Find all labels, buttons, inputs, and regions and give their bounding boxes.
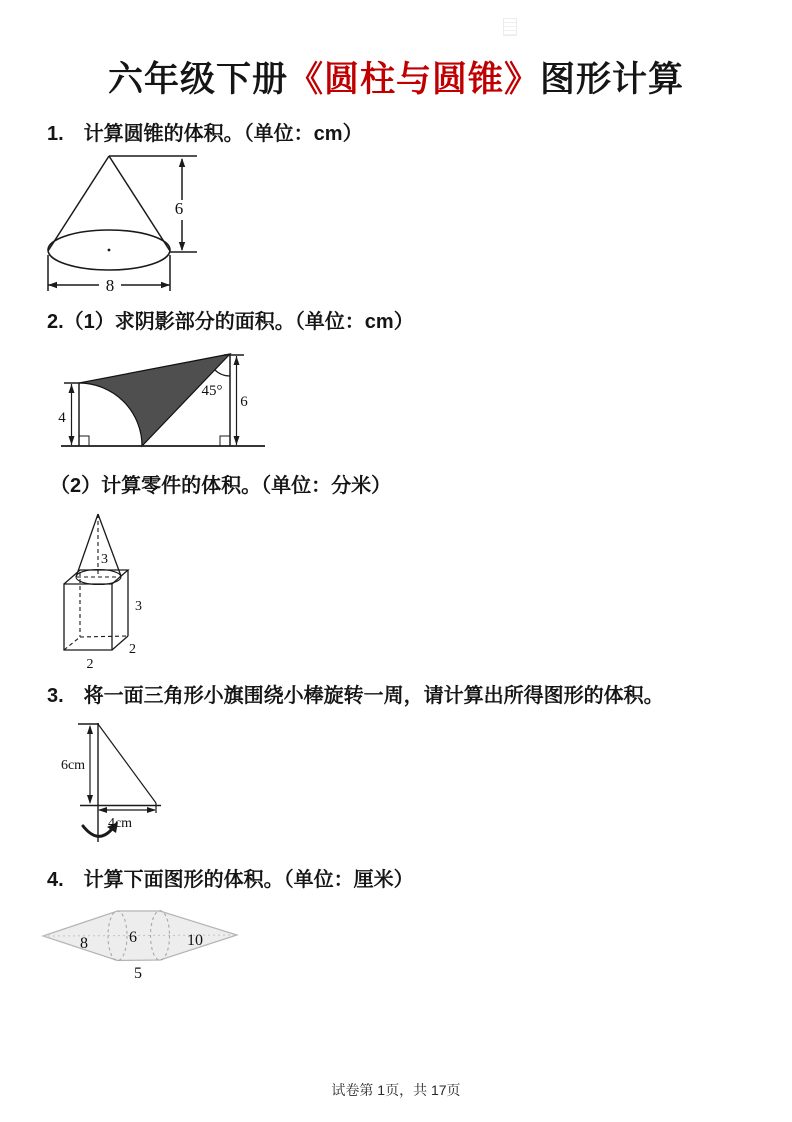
part-hidden-lines [64, 514, 128, 650]
part-solid-lines [64, 514, 128, 650]
figure-flag-rotation [55, 715, 180, 850]
figure-cone [40, 150, 210, 300]
cone-diameter-label: 8 [105, 276, 115, 295]
shaded-angle-label: 45° [201, 383, 223, 399]
question-2-heading: 2.（1）求阴影部分的面积。（单位：cm） [47, 311, 414, 333]
figure-bicone-cylinder [38, 900, 250, 988]
title-part2: 图形计算 [540, 60, 685, 99]
figure-shaded-area [55, 345, 280, 457]
question-3-heading: 3. 将一面三角形小旗围绕小棒旋转一周，请计算出所得图形的体积。 [47, 685, 664, 707]
title-highlight: 《圆柱与圆锥》 [287, 60, 540, 99]
solid-cylinder-top-label: 6 [129, 929, 137, 946]
cone-height-label: 6 [174, 199, 184, 218]
question-1-heading: 1. 计算圆锥的体积。（单位：cm） [47, 123, 363, 145]
page-title [0, 52, 792, 102]
flag-height-label: 6cm [60, 758, 86, 773]
solid-left-cone-label: 8 [80, 935, 88, 952]
solid-cylinder-bottom-label: 5 [134, 965, 142, 982]
shaded-region [79, 354, 230, 446]
question-4-heading: 4. 计算下面图形的体积。（单位：厘米） [47, 869, 414, 891]
part-depth-label: 2 [129, 642, 136, 657]
page-footer: 试卷第 1页，共 17页 [331, 1082, 461, 1098]
shaded-left-height-label: 4 [58, 410, 66, 426]
title-part1: 六年级下册 [107, 60, 288, 99]
shaded-right-height-label: 6 [240, 394, 248, 410]
part-cone-height-label: 3 [101, 552, 108, 567]
question-2b-heading: （2）计算零件的体积。（单位：分米） [50, 475, 392, 497]
part-width-label: 2 [86, 657, 94, 672]
cone-outline [48, 156, 197, 291]
flag-base-label: 4cm [107, 816, 133, 831]
figure-machine-part [45, 500, 180, 675]
solid-right-cone-label: 10 [187, 932, 203, 949]
page-artifact [503, 18, 517, 36]
part-prism-height-label: 3 [135, 599, 142, 614]
cone-arrowheads [48, 158, 185, 288]
solid-body [43, 911, 237, 961]
